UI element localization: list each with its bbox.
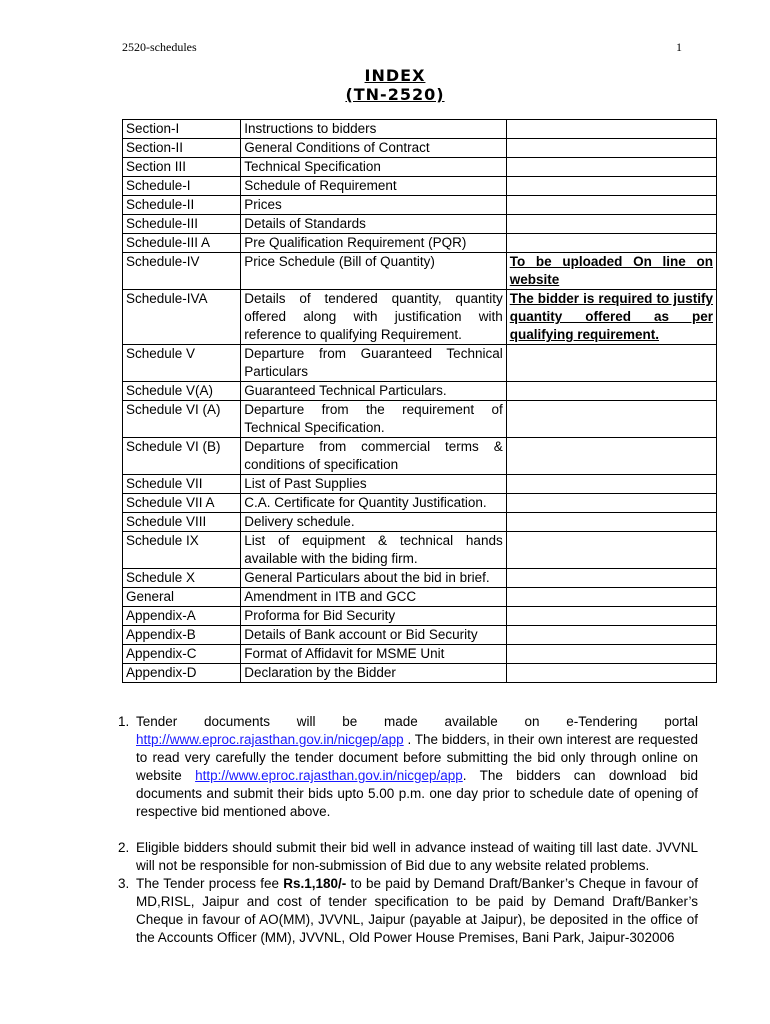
index-description-cell: General Particulars about the bid in brief. [241, 569, 506, 588]
index-row [123, 158, 717, 177]
index-row [123, 645, 717, 664]
eproc-portal-link[interactable]: http://www.eproc.rajasthan.gov.in/nicgep/app [136, 732, 404, 747]
index-row [123, 569, 717, 588]
index-row [123, 664, 717, 683]
index-description-cell: Format of Affidavit for MSME Unit [241, 645, 506, 664]
index-remark-cell [506, 475, 716, 494]
note-1-text-b: . The bidders can download bid documents and submit their bids upto 5.00 p.m. one day prior to schedule date of opening of respective bid mentioned above. [136, 768, 698, 819]
index-table [122, 119, 717, 683]
notes-section-2 [118, 839, 698, 947]
index-description-cell: Technical Specification [241, 158, 506, 177]
index-row [123, 513, 717, 532]
index-section-cell: Section-II [123, 139, 241, 158]
note-number: 2. [118, 840, 130, 855]
index-section-cell: Schedule-IVA [123, 290, 241, 345]
index-section-cell: Appendix-B [123, 626, 241, 645]
index-section-cell: Schedule-III A [123, 234, 241, 253]
index-description-cell: Departure from the requirement of Technical Specification. [241, 401, 506, 438]
index-description-cell: Details of Bank account or Bid Security [241, 626, 506, 645]
index-remark-cell [506, 196, 716, 215]
note-1-text-a: . The bidders, in their own interest are requested to read very carefully the tender document before submitting the bid only through online on website [136, 732, 698, 783]
index-section-cell: Schedule VI (B) [123, 438, 241, 475]
index-remark-cell [506, 215, 716, 234]
eproc-portal-link-2[interactable]: http://www.eproc.rajasthan.gov.in/nicgep/app [195, 768, 463, 783]
index-description-cell: List of equipment & technical hands available with the biding firm. [241, 532, 506, 569]
index-row [123, 139, 717, 158]
index-remark-cell [506, 120, 716, 139]
index-remark-cell [506, 401, 716, 438]
index-description-cell: Prices [241, 196, 506, 215]
index-row [123, 532, 717, 569]
index-remark-cell [506, 664, 716, 683]
index-row [123, 120, 717, 139]
index-description-cell: Schedule of Requirement [241, 177, 506, 196]
index-remark-cell [506, 626, 716, 645]
index-remark-cell [506, 645, 716, 664]
index-remark-cell [506, 139, 716, 158]
index-row [123, 475, 717, 494]
index-description-cell: Details of tendered quantity, quantity offered along with justification with reference to qualifying Requirement. [241, 290, 506, 345]
index-description-cell: Guaranteed Technical Particulars. [241, 382, 506, 401]
index-section-cell: General [123, 588, 241, 607]
page-number: 1 [676, 40, 682, 54]
index-section-cell: Schedule-I [123, 177, 241, 196]
index-remark-cell [506, 607, 716, 626]
index-remark-cell [506, 382, 716, 401]
index-row [123, 494, 717, 513]
index-remark-cell [506, 177, 716, 196]
index-remark-cell [506, 234, 716, 253]
index-section-cell: Appendix-C [123, 645, 241, 664]
index-remark-cell [506, 494, 716, 513]
index-section-cell: Appendix-A [123, 607, 241, 626]
index-description-cell: List of Past Supplies [241, 475, 506, 494]
index-description-cell: Declaration by the Bidder [241, 664, 506, 683]
note-number: 1. [118, 714, 130, 729]
index-remark-cell [506, 345, 716, 382]
index-description-cell: Departure from commercial terms & conditions of specification [241, 438, 506, 475]
index-row [123, 234, 717, 253]
index-section-cell: Appendix-D [123, 664, 241, 683]
index-description-cell: Details of Standards [241, 215, 506, 234]
index-description-cell: Delivery schedule. [241, 513, 506, 532]
note-3-text-b: to be paid by Demand Draft/Banker’s Cheque in favour of MD,RISL, Jaipur and cost of tender specification to be paid by Demand Draft/Banker’s Cheque in favour of AO(MM), JVVNL, Jaipur (payable at Jaipur), be deposited in the office of the Accounts Officer (MM), JVVNL, Old Power House Premises, Bani Park, Jaipur-302006 [136, 876, 699, 945]
note-1-first-line: Tender documents will be made available on e-Tendering portal [136, 714, 698, 729]
index-remark-cell [506, 158, 716, 177]
tender-fee-amount: Rs.1,180/- [283, 876, 347, 891]
index-description-cell: Instructions to bidders [241, 120, 506, 139]
index-remark-cell [506, 532, 716, 569]
index-section-cell: Schedule X [123, 569, 241, 588]
index-row [123, 196, 717, 215]
index-remark-cell [506, 438, 716, 475]
index-description-cell: Pre Qualification Requirement (PQR) [241, 234, 506, 253]
index-description-cell: C.A. Certificate for Quantity Justification. [241, 494, 506, 513]
index-section-cell: Schedule-III [123, 215, 241, 234]
index-row [123, 290, 717, 345]
index-row [123, 177, 717, 196]
index-row [123, 253, 717, 290]
note-3 [118, 875, 698, 947]
index-description-cell: General Conditions of Contract [241, 139, 506, 158]
notes-section [118, 713, 698, 821]
index-section-cell: Schedule V(A) [123, 382, 241, 401]
index-section-cell: Schedule VI (A) [123, 401, 241, 438]
note-1 [118, 713, 698, 821]
index-row [123, 626, 717, 645]
tender-number-title: (TN-2520) [345, 85, 445, 104]
index-section-cell: Section-I [123, 120, 241, 139]
index-description-cell: Price Schedule (Bill of Quantity) [241, 253, 506, 290]
index-section-cell: Section III [123, 158, 241, 177]
index-section-cell: Schedule V [123, 345, 241, 382]
index-section-cell: Schedule-IV [123, 253, 241, 290]
document-header-label: 2520-schedules [122, 40, 197, 54]
index-row [123, 382, 717, 401]
index-row [123, 588, 717, 607]
index-remark-cell [506, 569, 716, 588]
note-2 [118, 839, 698, 875]
index-remark-cell: To be uploaded On line on website [506, 253, 716, 290]
index-section-cell: Schedule VII A [123, 494, 241, 513]
index-section-cell: Schedule IX [123, 532, 241, 569]
index-section-cell: Schedule-II [123, 196, 241, 215]
index-description-cell: Proforma for Bid Security [241, 607, 506, 626]
index-title: INDEX [364, 66, 426, 85]
index-remark-cell [506, 588, 716, 607]
index-row [123, 438, 717, 475]
note-number: 3. [118, 876, 130, 891]
index-description-cell: Amendment in ITB and GCC [241, 588, 506, 607]
index-row [123, 401, 717, 438]
note-3-text-a: The Tender process fee [136, 876, 284, 891]
index-row [123, 215, 717, 234]
index-description-cell: Departure from Guaranteed Technical Particulars [241, 345, 506, 382]
index-remark-cell: The bidder is required to justify quantity offered as per qualifying requirement. [506, 290, 716, 345]
index-row [123, 607, 717, 626]
index-remark-cell [506, 513, 716, 532]
index-section-cell: Schedule VIII [123, 513, 241, 532]
note-2-text: Eligible bidders should submit their bid well in advance instead of waiting till last date. JVVNL will not be responsible for non-submission of Bid due to any website related problems. [136, 840, 698, 873]
index-section-cell: Schedule VII [123, 475, 241, 494]
index-row [123, 345, 717, 382]
